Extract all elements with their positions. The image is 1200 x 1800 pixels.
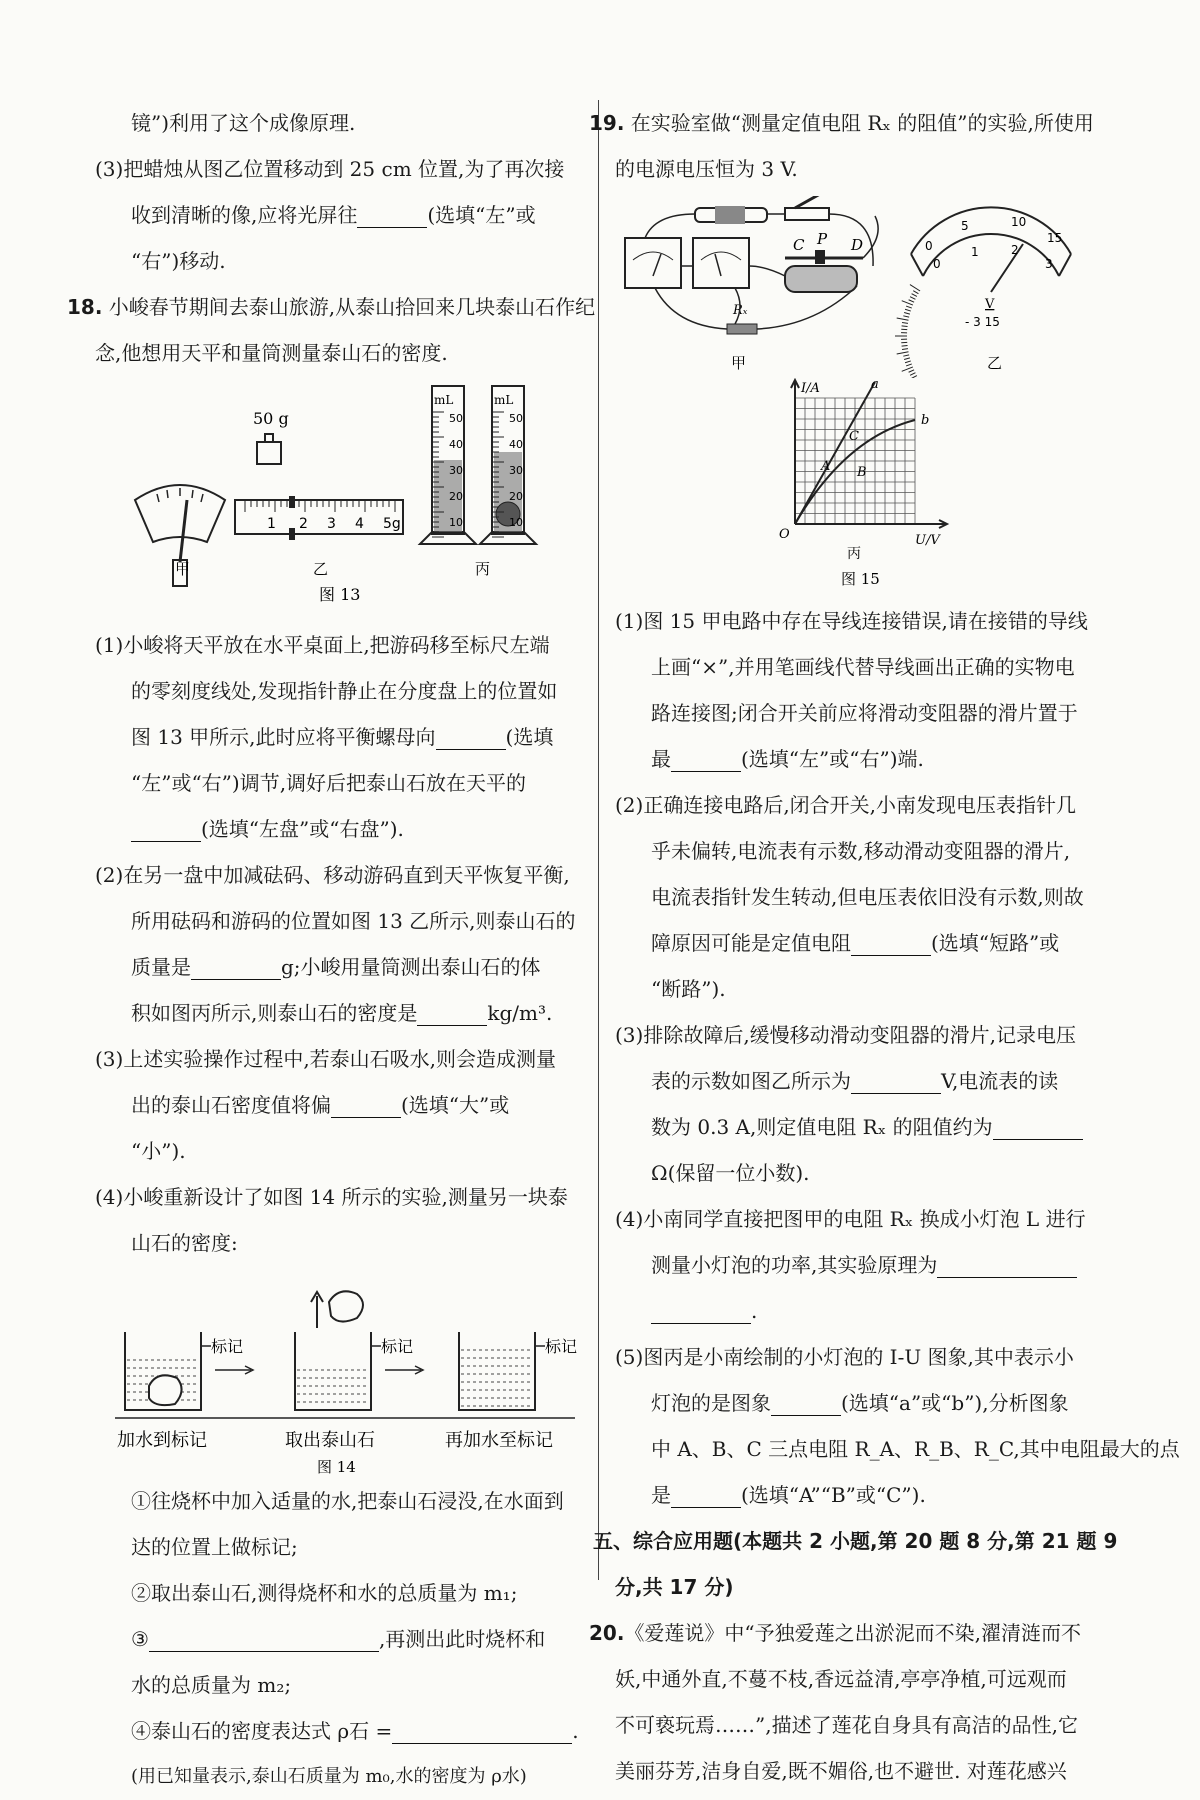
question-number: 18. — [67, 295, 102, 319]
text: kg/m³. — [487, 1001, 552, 1025]
text-line — [615, 920, 1115, 966]
text: (选填“左”或 — [427, 203, 535, 227]
figure-15-top — [615, 196, 1115, 378]
text-line: 上画“×”,并用笔画线代替导线画出正确的实物电 — [615, 644, 1115, 690]
tick — [903, 316, 909, 317]
circuit-and-meter — [615, 196, 1115, 378]
cyl-tick-label: 40 — [449, 438, 463, 451]
label-yi: 乙 — [313, 560, 328, 578]
rheostat-label: D — [850, 236, 863, 254]
figure-15-graph — [615, 378, 1115, 598]
answer-blank[interactable] — [993, 1113, 1083, 1140]
tick — [909, 300, 914, 302]
text: . — [572, 1719, 578, 1743]
mark-label: 标记 — [545, 1337, 577, 1356]
q17-part3 — [95, 146, 585, 192]
tick — [910, 297, 915, 300]
text: (选填“左”或“右”)端. — [741, 747, 924, 771]
text: 积如图丙所示,则泰山石的密度是 — [131, 1001, 417, 1025]
question-number: 20. — [589, 1621, 624, 1645]
text-line: 美丽芬芳,洁身自爱,既不媚俗,也不避世. 对莲花感兴 — [615, 1748, 1115, 1794]
tick — [905, 361, 911, 363]
text: ,再测出此时烧杯和 — [379, 1627, 545, 1651]
text: (选填“短路”或 — [931, 931, 1059, 955]
text-line — [615, 736, 1115, 782]
text-line: “小”). — [95, 1128, 585, 1174]
text-line: 乎未偏转,电流表有示数,移动滑动变阻器的滑片, — [615, 828, 1115, 874]
answer-blank[interactable] — [651, 1297, 751, 1324]
meter-bottom-label: 2 — [1011, 243, 1019, 257]
text-line: (1)图 15 甲电路中存在导线连接错误,请在接错的导线 — [615, 598, 1115, 644]
rheostat-label: P — [816, 230, 828, 248]
tick — [897, 352, 909, 354]
text-line: ①往烧杯中加入适量的水,把泰山石浸没,在水面到 — [95, 1478, 585, 1524]
text: V,电流表的读 — [941, 1069, 1058, 1093]
tick — [903, 355, 909, 356]
section-heading: 分,共 17 分) — [615, 1564, 1115, 1610]
curve-a-label: a — [871, 378, 879, 392]
tick — [910, 285, 920, 291]
graph-x-label: U/V — [915, 533, 941, 548]
tick — [902, 322, 908, 323]
tick — [906, 306, 912, 308]
section-heading: 五、综合应用题(本题共 2 小题,第 20 题 8 分,第 21 题 9 — [593, 1518, 1115, 1564]
answer-blank[interactable] — [392, 1717, 572, 1744]
meter-bottom-label: 3 — [1045, 257, 1053, 271]
text: 质量是 — [131, 955, 191, 979]
figure-14 — [95, 1266, 585, 1478]
text-line: 镜”)利用了这个成像原理. — [95, 100, 585, 146]
text: 测量小灯泡的功率,其实验原理为 — [651, 1253, 937, 1277]
text: 收到清晰的像,应将光屏往 — [131, 203, 357, 227]
text-line: 山石的密度: — [95, 1220, 585, 1266]
question-number: 19. — [589, 111, 624, 135]
tick — [906, 364, 912, 366]
label-jia: 甲 — [175, 560, 190, 578]
scale-label: 3 — [327, 516, 336, 532]
text-line — [615, 1380, 1115, 1426]
q20-stem — [589, 1610, 1115, 1656]
text: ④泰山石的密度表达式 ρ石 = — [131, 1719, 392, 1743]
text-line: 不可亵玩焉……”,描述了莲花自身具有高洁的品性,它 — [615, 1702, 1115, 1748]
cylinder-unit: mL — [494, 393, 513, 407]
text: 图 13 甲所示,此时应将平衡螺母向 — [131, 725, 436, 749]
text-line — [95, 1616, 585, 1662]
text: 表的示数如图乙所示为 — [651, 1069, 851, 1093]
figure-caption: 图 13 — [319, 585, 360, 604]
text-line: 的电源电压恒为 3 V. — [615, 146, 1115, 192]
graph-y-label: I/A — [800, 381, 820, 396]
text-line: ②取出泰山石,测得烧杯和水的总质量为 m₁; — [95, 1570, 585, 1616]
answer-blank[interactable] — [851, 929, 931, 956]
tick — [902, 326, 908, 327]
scale-label: 4 — [355, 516, 364, 532]
text-line: “左”或“右”)调节,调好后把泰山石放在天平的 — [95, 760, 585, 806]
label-jia: 甲 — [731, 354, 746, 372]
text: 《爱莲说》中“予独爱莲之出淤泥而不染,濯清涟而不 — [624, 1621, 1081, 1645]
text-line: (2)在另一盘中加减砝码、移动游码直到天平恢复平衡, — [95, 852, 585, 898]
text-line — [615, 1288, 1115, 1334]
meter-top-label: 10 — [1011, 215, 1026, 229]
text-line — [95, 806, 585, 852]
text-line: (4)小南同学直接把图甲的电阻 Rₓ 换成小灯泡 L 进行 — [615, 1196, 1115, 1242]
mark-label: 标记 — [381, 1337, 413, 1356]
figure-13-drawing — [95, 382, 585, 622]
answer-blank[interactable] — [417, 999, 487, 1026]
text-line: (5)图丙是小南绘制的小灯泡的 I-U 图象,其中表示小 — [615, 1334, 1115, 1380]
tick — [909, 370, 914, 372]
text-line: 达的位置上做标记; — [95, 1524, 585, 1570]
scale-ticks — [245, 500, 395, 512]
tick — [904, 313, 910, 315]
answer-blank[interactable] — [149, 1625, 379, 1652]
text-line: “断路”). — [615, 966, 1115, 1012]
cyl-tick-label: 20 — [449, 490, 463, 503]
label-bing: 丙 — [475, 560, 490, 578]
text: 最 — [651, 747, 671, 771]
text-line: 中 A、B、C 三点电阻 R_A、R_B、R_C,其中电阻最大的点 — [615, 1426, 1115, 1472]
tick — [904, 358, 910, 360]
text: (选填 — [506, 725, 554, 749]
text: (选填“左盘”或“右盘”). — [201, 817, 404, 841]
answer-blank[interactable] — [131, 815, 201, 842]
cylinder-unit: mL — [434, 393, 453, 407]
text-line — [95, 714, 585, 760]
text: 在实验室做“测量定值电阻 Rₓ 的阻值”的实验,所使用 — [631, 111, 1094, 135]
text-line: 路连接图;闭合开关前应将滑动变阻器的滑片置于 — [615, 690, 1115, 736]
text: 出的泰山石密度值将偏 — [131, 1093, 331, 1117]
text-line: (3)把蜡烛从图乙位置移动到 25 cm 位置,为了再次接 — [95, 157, 564, 181]
text-line: 所用砝码和游码的位置如图 13 乙所示,则泰山石的 — [95, 898, 585, 944]
text-line: 水的总质量为 m₂; — [95, 1662, 585, 1708]
step-label: 取出泰山石 — [285, 1430, 375, 1451]
scale-label: 2 — [299, 516, 308, 532]
tick — [913, 291, 918, 294]
rheostat-label: C — [793, 236, 805, 254]
text-line — [615, 1104, 1115, 1150]
tick — [902, 349, 908, 350]
cyl-tick-label: 10 — [509, 516, 523, 529]
meter-top-label: 15 — [1047, 231, 1062, 245]
answer-blank[interactable] — [771, 1389, 841, 1416]
text-line: 念,他想用天平和量筒测量泰山石的密度. — [95, 330, 585, 376]
curve-b-label: b — [921, 413, 929, 428]
figure-caption: 图 14 — [317, 1458, 356, 1476]
cyl-tick-label: 10 — [449, 516, 463, 529]
resistor-label: Rₓ — [732, 303, 748, 318]
meter-top-label: 0 — [925, 239, 933, 253]
text: 数为 0.3 A,则定值电阻 Rₓ 的阻值约为 — [651, 1115, 993, 1139]
text-line — [95, 1708, 585, 1754]
text-line: (2)正确连接电路后,闭合开关,小南发现电压表指针几 — [615, 782, 1115, 828]
point-label: B — [856, 465, 867, 480]
graph-origin: O — [779, 527, 790, 542]
figure-14-drawing — [95, 1266, 585, 1478]
meter-terminals: - 3 15 — [965, 315, 1000, 329]
meter-unit: V — [984, 297, 995, 312]
text-line: (3)上述实验操作过程中,若泰山石吸水,则会造成测量 — [95, 1036, 585, 1082]
cyl-tick-label: 50 — [449, 412, 463, 425]
text-line: 电流表指针发生转动,但电压表依旧没有示数,则故 — [615, 874, 1115, 920]
answer-blank[interactable] — [357, 201, 427, 228]
point-label: C — [849, 429, 859, 444]
scale-label: 1 — [267, 516, 276, 532]
meter-bottom-label: 1 — [971, 245, 979, 259]
cyl-tick-label: 50 — [509, 412, 523, 425]
text-line: Ω(保留一位小数). — [615, 1150, 1115, 1196]
step-label: 加水到标记 — [117, 1430, 207, 1451]
text: (选填“大”或 — [401, 1093, 509, 1117]
tick — [897, 318, 909, 320]
text: g;小峻用量筒测出泰山石的体 — [281, 955, 541, 979]
text-line: (用已知量表示,泰山石质量为 m₀,水的密度为 ρ水) — [95, 1754, 585, 1800]
left-column — [95, 100, 585, 1800]
label-yi: 乙 — [987, 354, 1002, 372]
text-line: (3)排除故障后,缓慢移动滑动变阻器的滑片,记录电压 — [615, 1012, 1115, 1058]
text-line — [95, 944, 585, 990]
cyl-tick-label: 30 — [449, 464, 463, 477]
text: 灯泡的是图象 — [651, 1391, 771, 1415]
text-line: 妖,中通外直,不蔓不枝,香远益清,亭亭净植,可远观而 — [615, 1656, 1115, 1702]
mark-label: 标记 — [211, 1337, 243, 1356]
tick — [912, 294, 917, 297]
answer-blank[interactable] — [671, 745, 741, 772]
q18-stem — [67, 284, 585, 330]
answer-blank[interactable] — [851, 1067, 941, 1094]
tick — [905, 309, 911, 311]
text-line: “右”)移动. — [95, 238, 585, 284]
cyl-tick-label: 40 — [509, 438, 523, 451]
meter-bottom-label: 0 — [933, 257, 941, 271]
answer-blank[interactable] — [191, 953, 281, 980]
text-line: (4)小峻重新设计了如图 14 所示的实验,测量另一块泰 — [95, 1174, 585, 1220]
figure-caption: 图 15 — [841, 570, 880, 588]
text-line — [615, 1472, 1115, 1518]
text: ③ — [131, 1627, 149, 1651]
text: 是 — [651, 1483, 671, 1507]
text: . — [751, 1299, 757, 1323]
right-column — [615, 100, 1115, 1794]
answer-blank[interactable] — [937, 1251, 1077, 1278]
step-label: 再加水至标记 — [445, 1430, 553, 1451]
iu-graph — [615, 378, 1115, 598]
text-line: 的零刻度线处,发现指针静止在分度盘上的位置如 — [95, 668, 585, 714]
scale-label: 5g — [383, 516, 401, 532]
column-divider — [598, 100, 599, 1580]
figure-13 — [95, 382, 585, 622]
q19-stem — [589, 100, 1115, 146]
text-line — [615, 1242, 1115, 1288]
point-label: A — [820, 459, 830, 474]
text-line — [95, 1082, 585, 1128]
cyl-tick-label: 20 — [509, 490, 523, 503]
meter-top-label: 5 — [961, 219, 969, 233]
meter-ticks — [895, 285, 920, 378]
text: 小峻春节期间去泰山旅游,从泰山拾回来几块泰山石作纪 — [109, 295, 595, 319]
text-line — [95, 990, 585, 1036]
weight-label: 50 g — [253, 409, 289, 428]
cyl-tick-label: 30 — [509, 464, 523, 477]
tick — [910, 373, 915, 376]
answer-blank[interactable] — [436, 723, 506, 750]
answer-blank[interactable] — [331, 1091, 401, 1118]
text: (选填“A”“B”或“C”). — [741, 1483, 926, 1507]
text-line — [615, 1058, 1115, 1104]
text-line — [95, 192, 585, 238]
tick — [902, 345, 908, 346]
text: (选填“a”或“b”),分析图象 — [841, 1391, 1069, 1415]
text: 障原因可能是定值电阻 — [651, 931, 851, 955]
label-bing: 丙 — [847, 546, 861, 562]
answer-blank[interactable] — [671, 1481, 741, 1508]
text-line: (1)小峻将天平放在水平桌面上,把游码移至标尺左端 — [95, 622, 585, 668]
